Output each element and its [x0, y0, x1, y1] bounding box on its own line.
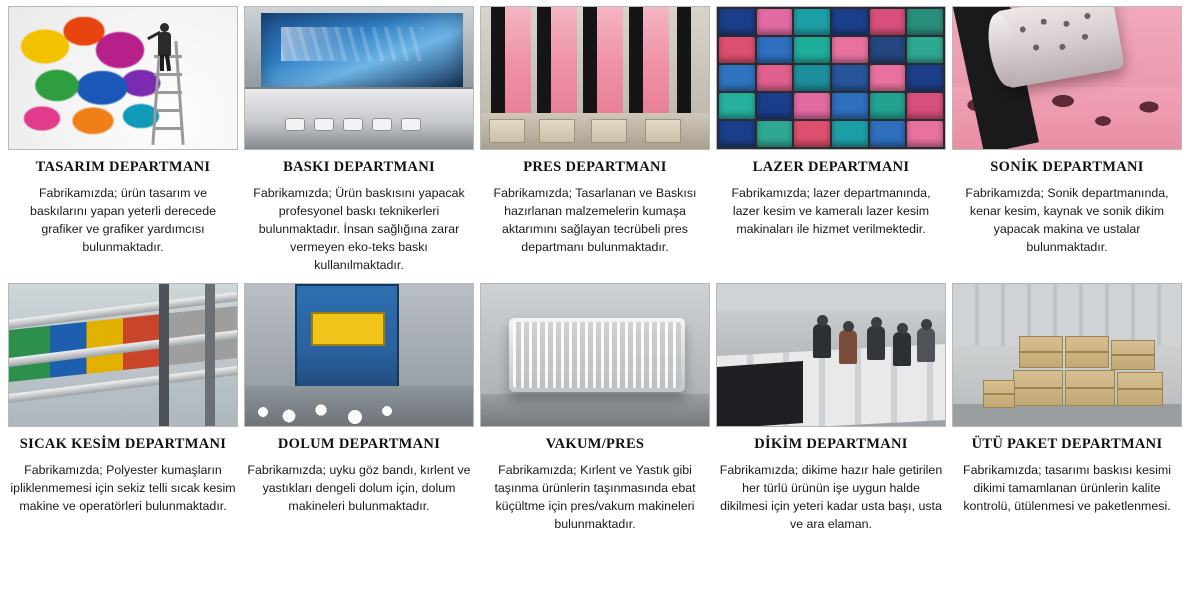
tasarim-departmani-photo — [8, 6, 238, 150]
department-card-sonik — [952, 6, 1182, 257]
department-title: SICAK KESİM DEPARTMANI — [19, 435, 227, 452]
dikim-departmani-photo — [716, 283, 946, 427]
departments-row-2 — [8, 283, 1192, 534]
department-title: DOLUM DEPARTMANI — [277, 435, 441, 452]
vakum-pres-photo — [480, 283, 710, 427]
dolum-departmani-photo — [244, 283, 474, 427]
department-card-dolum — [244, 283, 474, 516]
sonik-departmani-photo — [952, 6, 1182, 150]
department-title: PRES DEPARTMANI — [523, 159, 667, 175]
department-card-tasarim — [8, 6, 238, 257]
department-title: BASKI DEPARTMANI — [283, 159, 435, 175]
department-card-dikim — [716, 283, 946, 534]
department-card-utu-paket — [952, 283, 1182, 516]
department-description: Fabrikamızda; Ürün baskısını yapacak profesyonel baskı teknikerleri bulunmaktadır. İnsan sağlığına zarar vermeyen eko-teks baskı kullanılmaktadır. — [253, 185, 465, 272]
baski-departmani-photo — [244, 6, 474, 150]
department-title: ÜTÜ PAKET DEPARTMANI — [971, 435, 1163, 452]
department-title: LAZER DEPARTMANI — [752, 159, 910, 175]
department-card-baski — [244, 6, 474, 275]
sicak-kesim-departmani-photo — [8, 283, 238, 427]
lazer-departmani-photo — [716, 6, 946, 150]
department-description: Fabrikamızda; dikime hazır hale getirilen her türlü ürünün işe uygun halde dikilmesi için yeteri kadar usta başı, usta ve ara elaman. — [719, 462, 943, 531]
department-description: Fabrikamızda; tasarımı baskısı kesimi dikimi tamamlanan ürünlerin kalite kontrolü, ütülenmesi ve paketlenmesi. — [963, 462, 1171, 513]
department-description: Fabrikamızda; Polyester kumaşların ipliklenmemesi için sekiz telli sıcak kesim makine ve operatörleri bulunmaktadır. — [10, 462, 236, 513]
department-title: VAKUM/PRES — [545, 435, 645, 452]
utu-paket-departmani-photo — [952, 283, 1182, 427]
department-description: Fabrikamızda; ürün tasarım ve baskılarını yapan yeterli derecede grafiker ve grafiker yardımcısı bulunmaktadır. — [30, 185, 216, 254]
department-description: Fabrikamızda; Sonik departmanında, kenar kesim, kaynak ve sonik dikim yapacak makina ve ustalar bulunmaktadır. — [965, 185, 1169, 254]
department-description: Fabrikamızda; lazer departmanında, lazer kesim ve kameralı lazer kesim makinaları ile hizmet verilmektedir. — [731, 185, 931, 236]
department-description: Fabrikamızda; Tasarlanan ve Baskısı hazırlanan malzemelerin kumaşa aktarımını sağlayan tecrübeli pres departmanı bulunmaktadır. — [493, 185, 697, 254]
department-card-vakum-pres — [480, 283, 710, 534]
department-card-pres — [480, 6, 710, 257]
pres-departmani-photo — [480, 6, 710, 150]
department-card-lazer — [716, 6, 946, 239]
departments-row-1 — [8, 6, 1192, 275]
department-description: Fabrikamızda; uyku göz bandı, kırlent ve yastıkları dengeli dolum için, dolum makineleri bulunmaktadır. — [247, 462, 471, 513]
department-card-sicak-kesim — [8, 283, 238, 516]
department-title: TASARIM DEPARTMANI — [35, 159, 211, 175]
department-description: Fabrikamızda; Kırlent ve Yastık gibi taşınma ürünlerin taşınmasında ebat küçültme için pres/vakum makineleri bulunmaktadır. — [494, 462, 696, 531]
department-title: SONİK DEPARTMANI — [990, 159, 1144, 175]
department-title: DİKİM DEPARTMANI — [754, 435, 908, 452]
